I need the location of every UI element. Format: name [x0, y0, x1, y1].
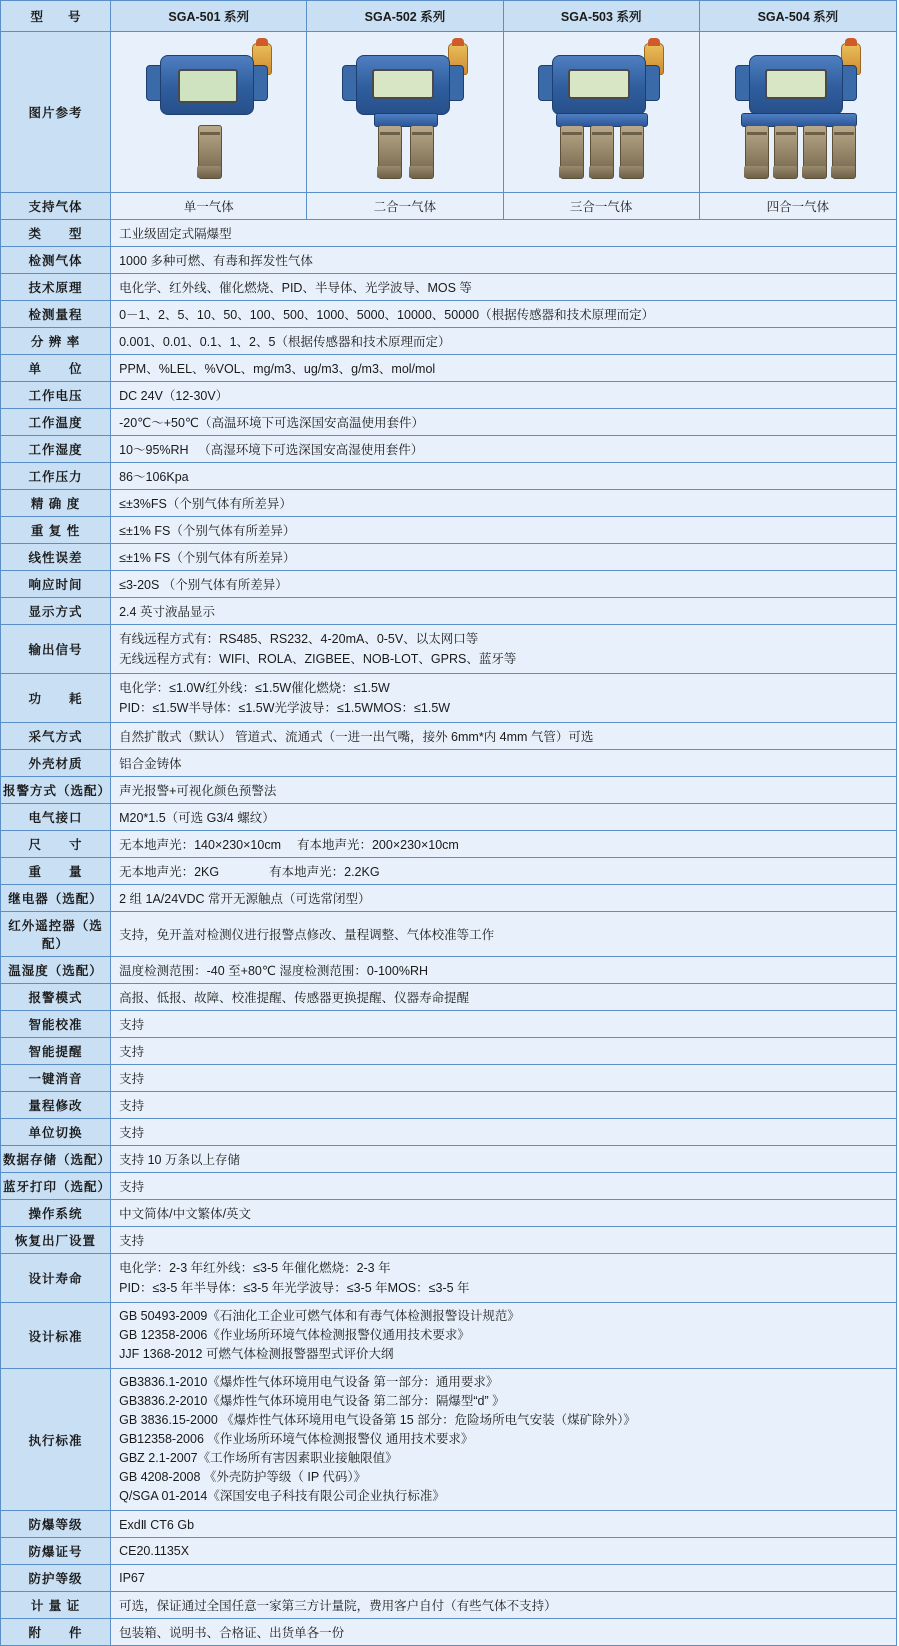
row-label: 防爆等级: [1, 1511, 111, 1538]
table-row: [1, 957, 897, 984]
exec-standard-line: GB3836.1-2010《爆炸性气体环境用电气设备 第一部分：通用要求》: [119, 1375, 499, 1389]
table-row: [1, 723, 897, 750]
device-illustration-2: [330, 39, 480, 189]
header-label-model: 型 号: [1, 1, 111, 32]
row-label: 工作温度: [1, 409, 111, 436]
exec-standard-line: GB 4208-2008 《外壳防护等级（ IP 代码）》: [119, 1470, 367, 1484]
gas-support-1: 单一气体: [111, 193, 307, 220]
row-label: 分 辨 率: [1, 328, 111, 355]
row-label: 精 确 度: [1, 490, 111, 517]
row-label: 单 位: [1, 355, 111, 382]
table-row: [1, 436, 897, 463]
life-electrochemical: 电化学：2-3 年: [119, 1261, 204, 1275]
row-value: 86～106Kpa: [111, 463, 897, 490]
table-row: [1, 598, 897, 625]
row-label: 采气方式: [1, 723, 111, 750]
row-value: DC 24V（12-30V）: [111, 382, 897, 409]
detector-display: [372, 69, 434, 99]
sensor-probe-4: [832, 125, 856, 179]
sensor-probe-2: [590, 125, 614, 179]
table-row: [1, 517, 897, 544]
exec-standard-line: GB3836.2-2010《爆炸性气体环境用电气设备 第二部分：隔爆型“d” 》: [119, 1394, 505, 1408]
row-value: ExdⅡ CT6 Gb: [111, 1511, 897, 1538]
row-label: 检测量程: [1, 301, 111, 328]
row-label-output-signal: 输出信号: [1, 625, 111, 674]
row-label: 计 量 证: [1, 1592, 111, 1619]
row-value: 支持，免开盖对检测仪进行报警点修改、量程调整、气体校准等工作: [111, 912, 897, 957]
table-row: [1, 1065, 897, 1092]
table-row: [1, 1011, 897, 1038]
row-value: 支持: [111, 1119, 897, 1146]
row-value: ≤±1% FS（个别气体有所差异）: [111, 517, 897, 544]
table-row: [1, 328, 897, 355]
row-label: 重 量: [1, 858, 111, 885]
row-value: CE20.1135X: [111, 1538, 897, 1565]
row-value: ≤±1% FS（个别气体有所差异）: [111, 544, 897, 571]
sensor-probe-2: [410, 125, 434, 179]
row-value: 0－1、2、5、10、50、100、500、1000、5000、10000、50000（根据传感器和技术原理而定）: [111, 301, 897, 328]
exec-standard-line: GBZ 2.1-2007《工作场所有害因素职业接触限值》: [119, 1451, 398, 1465]
row-value: 支持: [111, 1038, 897, 1065]
row-label: 尺 寸: [1, 831, 111, 858]
row-label: 报警模式: [1, 984, 111, 1011]
row-value: 支持: [111, 1227, 897, 1254]
row-value: 支持 10 万条以上存储: [111, 1146, 897, 1173]
row-value: 高报、低报、故障、校准提醒、传感器更换提醒、仪器寿命提醒: [111, 984, 897, 1011]
header-model-4: SGA-504 系列: [699, 1, 896, 32]
gas-support-4: 四合一气体: [699, 193, 896, 220]
device-illustration-4: [723, 39, 873, 189]
power-mos: MOS：≤1.5W: [373, 701, 451, 715]
power-row: [1, 674, 897, 723]
row-label: 一键消音: [1, 1065, 111, 1092]
row-label-lifespan: 设计寿命: [1, 1254, 111, 1303]
table-row: [1, 912, 897, 957]
power-electrochemical: 电化学：≤1.0W: [119, 681, 206, 695]
table-row: [1, 1619, 897, 1646]
power-catalytic: 催化燃烧：≤1.5W: [291, 681, 390, 695]
power-optical: 光学波导：≤1.5W: [274, 701, 374, 715]
row-label: 工作压力: [1, 463, 111, 490]
row-label-exec-standard: 执行标准: [1, 1369, 111, 1511]
detector-display: [178, 69, 238, 103]
table-row: [1, 1038, 897, 1065]
table-row: [1, 804, 897, 831]
row-value: 电化学、红外线、催化燃烧、PID、半导体、光学波导、MOS 等: [111, 274, 897, 301]
output-signal-row: [1, 625, 897, 674]
row-label: 量程修改: [1, 1092, 111, 1119]
row-value: 工业级固定式隔爆型: [111, 220, 897, 247]
output-signal-value: [111, 625, 897, 674]
sensor-probe-2: [774, 125, 798, 179]
gas-support-2: 二合一气体: [307, 193, 503, 220]
output-wireless: 无线远程方式有：WIFI、ROLA、ZIGBEE、NOB-LOT、GPRS、蓝牙等: [119, 652, 517, 666]
sensor-probe-1: [378, 125, 402, 179]
row-value: 支持: [111, 1011, 897, 1038]
sensor-probe-3: [803, 125, 827, 179]
lifespan-row: [1, 1254, 897, 1303]
row-value: 中文简体/中文繁体/英文: [111, 1200, 897, 1227]
row-label: 检测气体: [1, 247, 111, 274]
table-row: [1, 1538, 897, 1565]
row-label: 温湿度（选配）: [1, 957, 111, 984]
life-mos: MOS：≤3-5 年: [387, 1281, 470, 1295]
header-model-3: SGA-503 系列: [503, 1, 699, 32]
row-label: 红外遥控器（选配）: [1, 912, 111, 957]
exec-standard-value: [111, 1369, 897, 1511]
row-label: 智能提醒: [1, 1038, 111, 1065]
row-label: 报警方式（选配）: [1, 777, 111, 804]
row-label: 防护等级: [1, 1565, 111, 1592]
product-image-4: [699, 32, 896, 193]
row-value: 2 组 1A/24VDC 常开无源触点（可选常闭型）: [111, 885, 897, 912]
sensor-probe-3: [620, 125, 644, 179]
design-standard-value: [111, 1303, 897, 1369]
row-label: 蓝牙打印（选配）: [1, 1173, 111, 1200]
table-row: [1, 1119, 897, 1146]
sensor-probe-1: [560, 125, 584, 179]
life-catalytic: 催化燃烧：2-3 年: [294, 1261, 391, 1275]
row-value: 10～95%RH （高湿环境下可选深国安高湿使用套件）: [111, 436, 897, 463]
row-label: 防爆证号: [1, 1538, 111, 1565]
row-value: 0.001、0.01、0.1、1、2、5（根据传感器和技术原理而定）: [111, 328, 897, 355]
row-value: ≤3-20S （个别气体有所差异）: [111, 571, 897, 598]
design-standard-line: GB 12358-2006《作业场所环境气体检测报警仪通用技术要求》: [119, 1328, 470, 1342]
row-value: ≤±3%FS（个别气体有所差异）: [111, 490, 897, 517]
row-value: 温度检测范围：-40 至+80℃ 湿度检测范围：0-100%RH: [111, 957, 897, 984]
table-row: [1, 274, 897, 301]
power-value: [111, 674, 897, 723]
table-row: [1, 1511, 897, 1538]
sensor-probe-1: [198, 125, 222, 179]
table-row: [1, 1146, 897, 1173]
exec-standard-line: Q/SGA 01-2014《深国安电子科技有限公司企业执行标准》: [119, 1489, 445, 1503]
row-label: 操作系统: [1, 1200, 111, 1227]
row-label: 工作湿度: [1, 436, 111, 463]
design-standard-row: [1, 1303, 897, 1369]
row-value: PPM、%LEL、%VOL、mg/m3、ug/m3、g/m3、mol/mol: [111, 355, 897, 382]
table-row: [1, 409, 897, 436]
row-label-image: 图片参考: [1, 32, 111, 193]
life-semiconductor: 半导体：≤3-5 年: [193, 1281, 285, 1295]
row-label: 类 型: [1, 220, 111, 247]
exec-standard-row: [1, 1369, 897, 1511]
device-illustration-1: [134, 39, 284, 189]
power-semiconductor: 半导体：≤1.5W: [188, 701, 275, 715]
image-row: [1, 32, 897, 193]
row-label: 智能校准: [1, 1011, 111, 1038]
row-label: 附 件: [1, 1619, 111, 1646]
detector-display: [568, 69, 630, 99]
row-value: IP67: [111, 1565, 897, 1592]
row-value: M20*1.5（可选 G3/4 螺纹）: [111, 804, 897, 831]
row-value: 声光报警+可视化颜色预警法: [111, 777, 897, 804]
header-model-2: SGA-502 系列: [307, 1, 503, 32]
row-value: -20℃～+50℃（高温环境下可选深国安高温使用套件）: [111, 409, 897, 436]
device-illustration-3: [526, 39, 676, 189]
row-label-design-standard: 设计标准: [1, 1303, 111, 1369]
gas-support-3: 三合一气体: [503, 193, 699, 220]
table-row: [1, 571, 897, 598]
row-label-gas-support: 支持气体: [1, 193, 111, 220]
exec-standard-line: GB12358-2006 《作业场所环境气体检测报警仪 通用技术要求》: [119, 1432, 474, 1446]
table-row: [1, 885, 897, 912]
lifespan-value: [111, 1254, 897, 1303]
table-row: [1, 220, 897, 247]
row-label: 线性误差: [1, 544, 111, 571]
detector-display: [765, 69, 827, 99]
table-row: [1, 858, 897, 885]
table-row: [1, 463, 897, 490]
row-label: 重 复 性: [1, 517, 111, 544]
table-row: [1, 355, 897, 382]
row-value: 支持: [111, 1065, 897, 1092]
gas-support-row: [1, 193, 897, 220]
row-value: 2.4 英寸液晶显示: [111, 598, 897, 625]
row-value: 包装箱、说明书、合格证、出货单各一份: [111, 1619, 897, 1646]
table-row: [1, 1227, 897, 1254]
row-value: 可选，保证通过全国任意一家第三方计量院，费用客户自付（有些气体不支持）: [111, 1592, 897, 1619]
row-label: 电气接口: [1, 804, 111, 831]
row-label: 技术原理: [1, 274, 111, 301]
row-value: 铝合金铸体: [111, 750, 897, 777]
table-row: [1, 1592, 897, 1619]
table-row: [1, 247, 897, 274]
product-image-1: [111, 32, 307, 193]
product-image-3: [503, 32, 699, 193]
output-wired: 有线远程方式有：RS485、RS232、4-20mA、0-5V、以太网口等: [119, 632, 479, 646]
table-row: [1, 750, 897, 777]
row-value: 自然扩散式（默认） 管道式、流通式（一进一出气嘴，接外 6mm*内 4mm 气管）可选: [111, 723, 897, 750]
header-model-1: SGA-501 系列: [111, 1, 307, 32]
row-label: 数据存储（选配）: [1, 1146, 111, 1173]
row-label: 外壳材质: [1, 750, 111, 777]
table-row: [1, 301, 897, 328]
table-row: [1, 984, 897, 1011]
row-value: 支持: [111, 1092, 897, 1119]
life-optical: 光学波导：≤3-5 年: [284, 1281, 388, 1295]
row-label: 恢复出厂设置: [1, 1227, 111, 1254]
row-label: 继电器（选配）: [1, 885, 111, 912]
table-row: [1, 382, 897, 409]
row-label: 单位切换: [1, 1119, 111, 1146]
sensor-probe-1: [745, 125, 769, 179]
row-label: 显示方式: [1, 598, 111, 625]
table-row: [1, 831, 897, 858]
exec-standard-line: GB 3836.15-2000 《爆炸性气体环境用电气设备第 15 部分：危险场所电气安装（煤矿除外）》: [119, 1413, 636, 1427]
row-value: 无本地声光：140×230×10cm 有本地声光：200×230×10cm: [111, 831, 897, 858]
power-pid: PID：≤1.5W: [119, 701, 189, 715]
table-row: [1, 777, 897, 804]
row-label: 工作电压: [1, 382, 111, 409]
life-pid: PID：≤3-5 年: [119, 1281, 194, 1295]
product-image-2: [307, 32, 503, 193]
row-label: 响应时间: [1, 571, 111, 598]
power-infrared: 红外线：≤1.5W: [205, 681, 292, 695]
design-standard-line: JJF 1368-2012 可燃气体检测报警器型式评价大纲: [119, 1347, 394, 1361]
table-row: [1, 1092, 897, 1119]
row-value: 支持: [111, 1173, 897, 1200]
row-value: 1000 多种可燃、有毒和挥发性气体: [111, 247, 897, 274]
table-row: [1, 544, 897, 571]
table-row: [1, 1200, 897, 1227]
design-standard-line: GB 50493-2009《石油化工企业可燃气体和有毒气体检测报警设计规范》: [119, 1309, 520, 1323]
table-row: [1, 1173, 897, 1200]
row-label-power: 功 耗: [1, 674, 111, 723]
table-header-row: [1, 1, 897, 32]
row-value: 无本地声光：2KG 有本地声光：2.2KG: [111, 858, 897, 885]
life-infrared: 红外线：≤3-5 年: [203, 1261, 295, 1275]
table-row: [1, 1565, 897, 1592]
table-row: [1, 490, 897, 517]
